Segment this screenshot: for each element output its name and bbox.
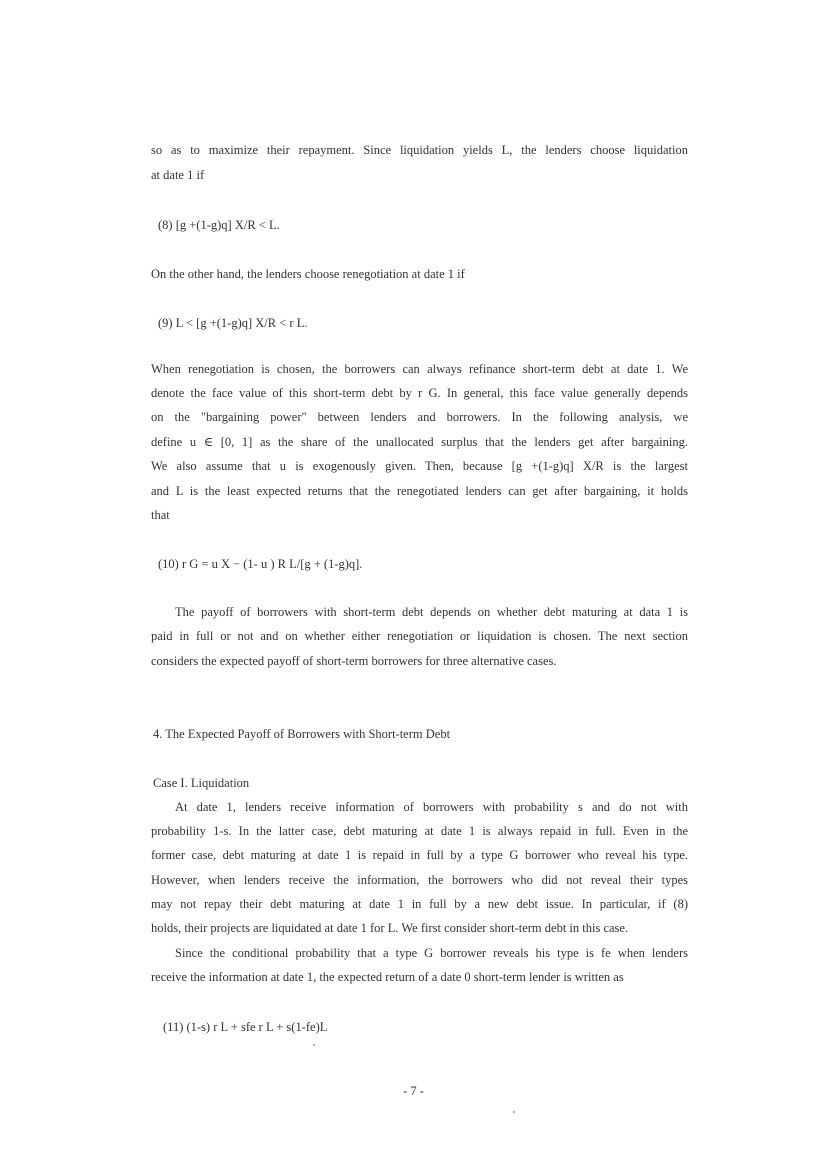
text-line: that [151,508,170,522]
page-number: - 7 - [403,1084,424,1098]
text-line: denote the face value of this short-term debt by r G. In general, this face value generally depends [151,386,688,400]
equation-9: (9) L < [g +(1-g)q] X/R < r L. [158,316,308,330]
text-line: Since the conditional probability that a type G borrower reveals his type is fe when lenders [175,946,688,960]
text-line: At date 1, lenders receive information of borrowers with probability s and do not with [175,800,688,814]
text-line: The payoff of borrowers with short-term debt depends on whether debt maturing at data 1 is [175,605,688,619]
text-line: However, when lenders receive the information, the borrowers who did not reveal their types [151,873,688,887]
text-line: considers the expected payoff of short-term borrowers for three alternative cases. [151,654,557,668]
equation-11: (11) (1-s) r L + sfe r L + s(1-fe)L [163,1020,328,1034]
text-line: We also assume that u is exogenously given. Then, because [g +(1-g)q] X/R is the largest [151,459,688,473]
case-heading: Case I. Liquidation [153,776,250,790]
scan-speck [513,1111,515,1113]
scan-speck [313,1044,315,1046]
text-line: former case, debt maturing at date 1 is repaid in full by a type G borrower who reveal his type. [151,848,688,862]
equation-8: (8) [g +(1-g)q] X/R < L. [158,218,280,232]
section-heading: 4. The Expected Payoff of Borrowers with Short-term Debt [153,727,451,741]
text-line: paid in full or not and on whether either renegotiation or liquidation is chosen. The next section [151,629,688,643]
text-line: On the other hand, the lenders choose renegotiation at date 1 if [151,267,465,281]
text-line: When renegotiation is chosen, the borrowers can always refinance short-term debt at date 1. We [151,362,688,376]
text-line: and L is the least expected returns that the renegotiated lenders can get after bargaining, it holds [151,484,688,498]
equation-10: (10) r G = u X − (1- u ) R L/[g + (1-g)q]. [158,557,363,571]
text-line: on the "bargaining power" between lenders and borrowers. In the following analysis, we [151,410,688,424]
text-line: receive the information at date 1, the expected return of a date 0 short-term lender is written as [151,970,624,984]
text-line: define u ∈ [0, 1] as the share of the unallocated surplus that the lenders get after bargaining. [151,435,688,449]
text-line: so as to maximize their repayment. Since liquidation yields L, the lenders choose liquidation [151,143,688,157]
text-line: may not repay their debt maturing at date 1 in full by a new debt issue. In particular, if (8) [151,897,688,911]
text-line: probability 1-s. In the latter case, debt maturing at date 1 is always repaid in full. Even in the [151,824,688,838]
text-line: holds, their projects are liquidated at date 1 for L. We first consider short-term debt in this case. [151,921,629,935]
text-line: at date 1 if [151,168,205,182]
